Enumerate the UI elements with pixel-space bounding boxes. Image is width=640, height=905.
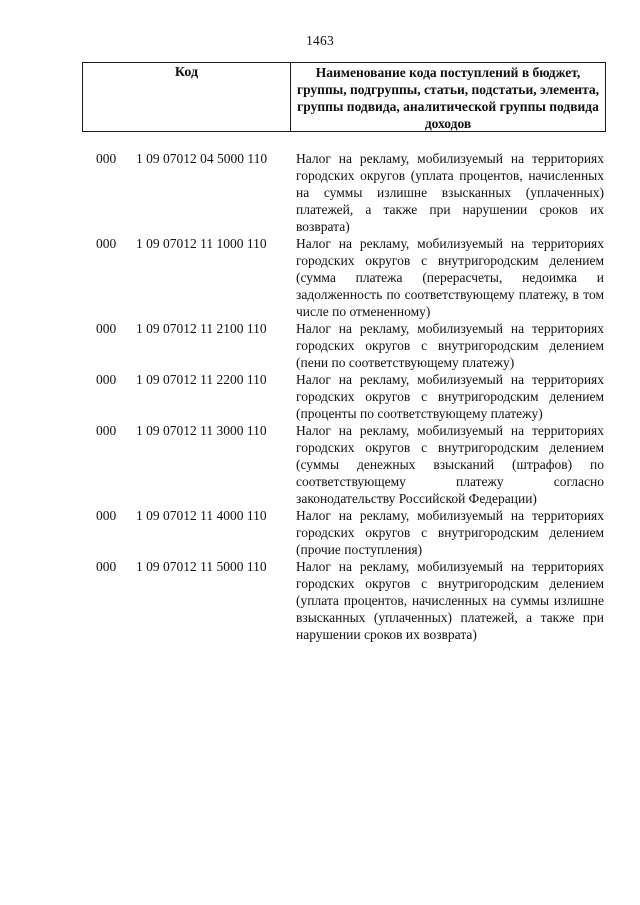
admin-code: 000 [96,321,117,336]
table-row [0,558,640,643]
admin-code: 000 [96,508,117,523]
page-number: 1463 [306,33,334,48]
header-name-label: Наименование кода поступлений в бюджет, группы, подгруппы, статьи, подстатьи, элемента, группы подвида, аналитической группы подвида доходов [296,65,600,131]
revenue-code: 1 09 07012 11 3000 110 [136,423,267,438]
revenue-name: Налог на рекламу, мобилизуемый на территориях городских округов с внутригородским делением (проценты по соответствующему платежу) [296,372,604,421]
admin-code: 000 [96,151,117,166]
revenue-name: Налог на рекламу, мобилизуемый на территориях городских округов с внутригородским делением (уплата процентов, начисленных на суммы излишне взысканных (уплаченных) платежей, а также при нарушении сроков их возврата) [296,559,604,642]
revenue-name: Налог на рекламу, мобилизуемый на территориях городских округов с внутригородским делением (пени по соответствующему платежу) [296,321,604,370]
revenue-name: Налог на рекламу, мобилизуемый на территориях городских округов с внутригородским делением (сумма платежа (перерасчеты, недоимка и задолженность по соответствующему платежу, в том числе по отмененному) [296,236,604,319]
admin-code: 000 [96,423,117,438]
revenue-code: 1 09 07012 11 5000 110 [136,559,267,574]
revenue-name: Налог на рекламу, мобилизуемый на территориях городских округов (уплата процентов, начисленных на суммы излишне взысканных (уплаченных) платежей, а также при нарушении сроков их возврата) [296,151,604,234]
admin-code: 000 [96,559,117,574]
revenue-code: 1 09 07012 11 1000 110 [136,236,267,251]
revenue-code: 1 09 07012 11 4000 110 [136,508,267,523]
table-header [82,62,606,132]
revenue-name: Налог на рекламу, мобилизуемый на территориях городских округов с внутригородским делением (суммы денежных взысканий (штрафов) по соответствующему платежу согласно законодательству Российской Федерации) [296,423,604,506]
revenue-code: 1 09 07012 04 5000 110 [136,151,268,166]
table-row [0,320,640,371]
table-row [0,422,640,507]
header-code-label: Код [83,63,291,131]
admin-code: 000 [96,236,117,251]
table-row [0,235,640,320]
revenue-code-list [0,150,640,643]
table-row [0,371,640,422]
table-row [0,150,640,235]
admin-code: 000 [96,372,117,387]
table-row [0,507,640,558]
revenue-code: 1 09 07012 11 2200 110 [136,372,267,387]
revenue-name: Налог на рекламу, мобилизуемый на территориях городских округов с внутригородским делением (прочие поступления) [296,508,604,557]
revenue-code: 1 09 07012 11 2100 110 [136,321,267,336]
